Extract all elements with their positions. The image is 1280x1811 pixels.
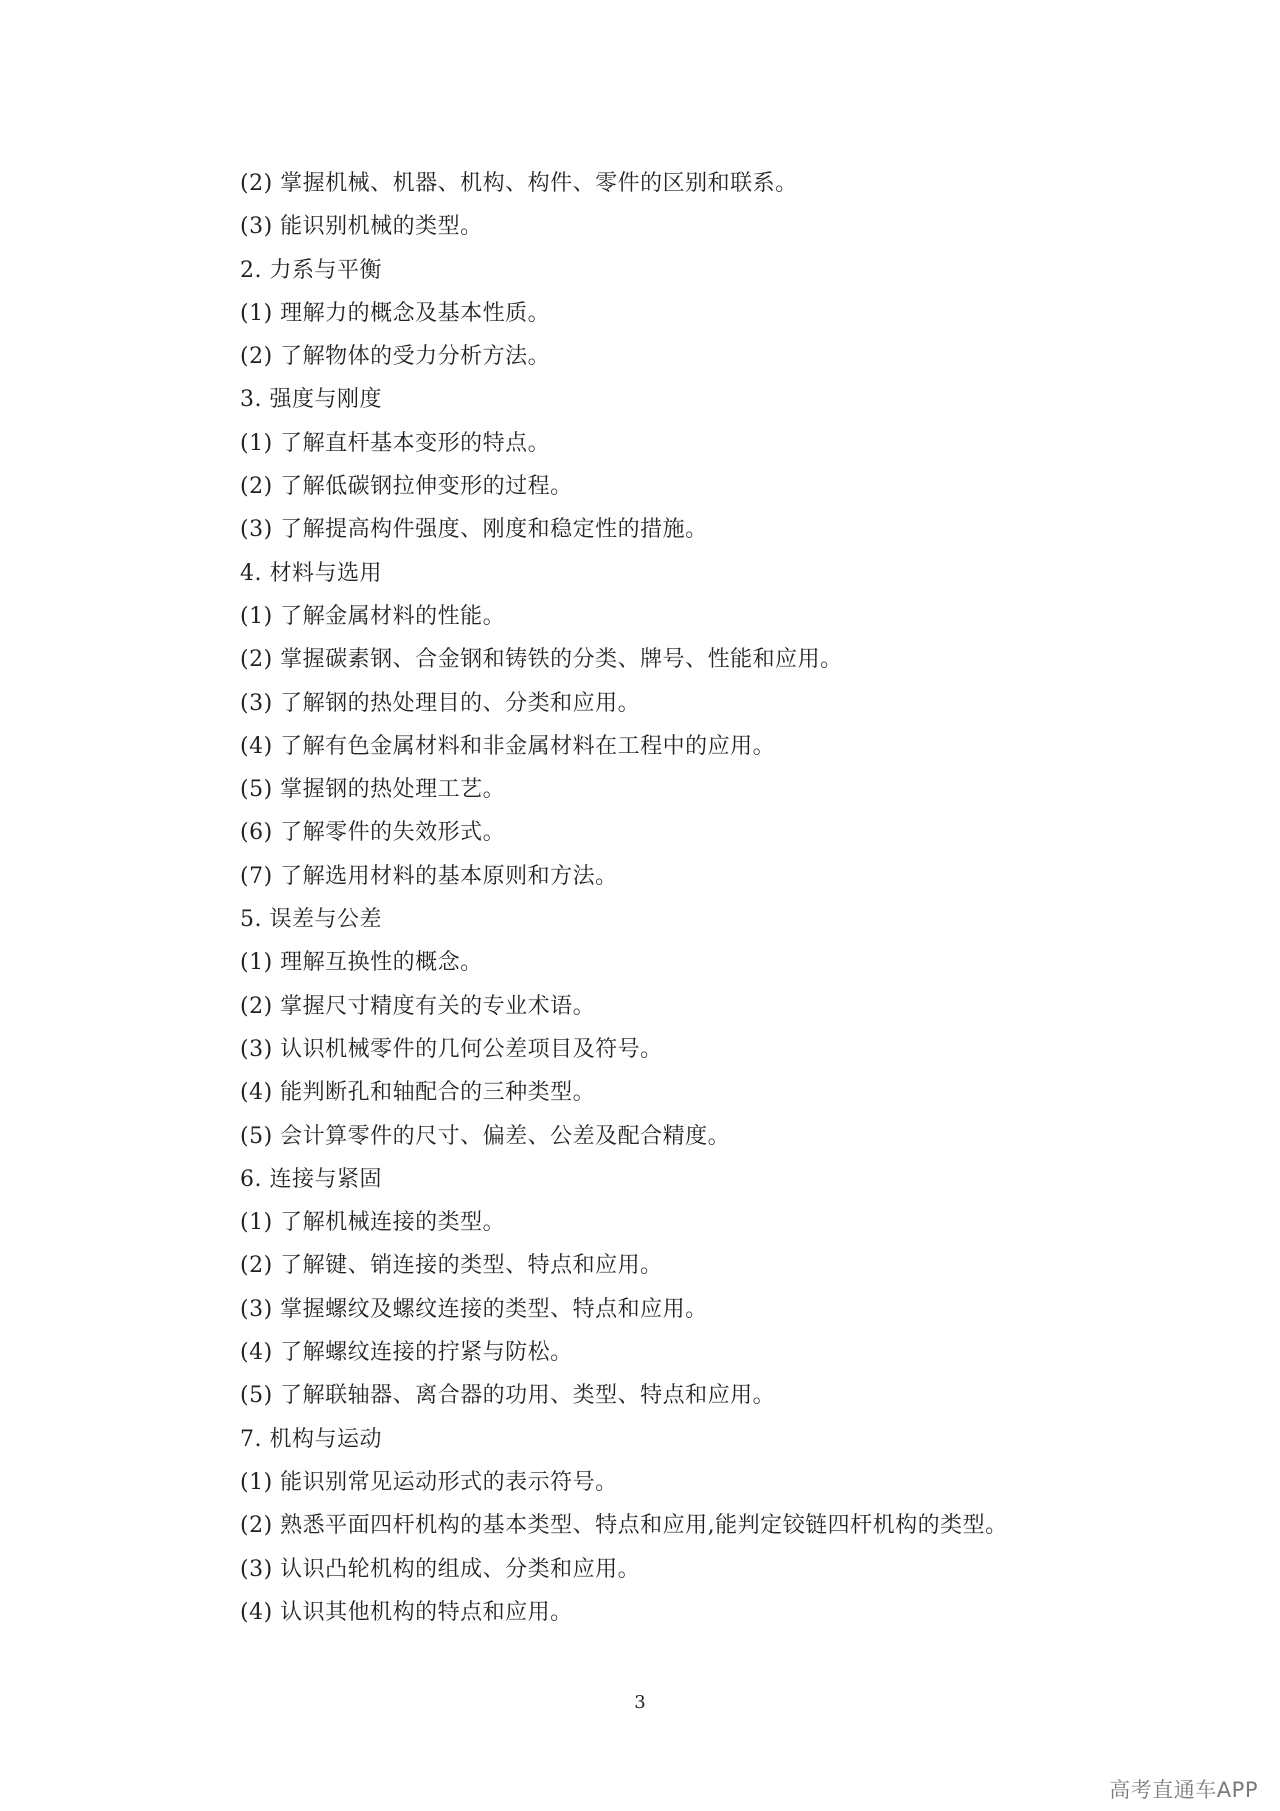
watermark-text: 高考直通车APP — [1109, 1778, 1258, 1802]
list-item: (3) 了解钢的热处理目的、分类和应用。 — [240, 690, 641, 716]
list-item: (6) 了解零件的失效形式。 — [240, 820, 506, 846]
list-item: (3) 了解提高构件强度、刚度和稳定性的措施。 — [240, 517, 708, 543]
section-heading: 5. 误差与公差 — [240, 907, 382, 933]
list-item: (3) 认识凸轮机构的组成、分类和应用。 — [240, 1556, 641, 1582]
section-heading: 7. 机构与运动 — [240, 1426, 382, 1452]
list-item: (5) 了解联轴器、离合器的功用、类型、特点和应用。 — [240, 1383, 776, 1409]
list-item: (4) 了解有色金属材料和非金属材料在工程中的应用。 — [240, 733, 776, 759]
list-item: (2) 了解物体的受力分析方法。 — [240, 344, 551, 370]
list-item: (3) 掌握螺纹及螺纹连接的类型、特点和应用。 — [240, 1296, 708, 1322]
list-item: (1) 理解互换性的概念。 — [240, 950, 483, 976]
section-heading: 2. 力系与平衡 — [240, 257, 382, 283]
list-item: (1) 了解机械连接的类型。 — [240, 1210, 506, 1236]
list-item: (1) 了解直杆基本变形的特点。 — [240, 430, 551, 456]
list-item: (5) 掌握钢的热处理工艺。 — [240, 777, 506, 803]
list-item: (5) 会计算零件的尺寸、偏差、公差及配合精度。 — [240, 1123, 731, 1149]
list-item: (2) 掌握碳素钢、合金钢和铸铁的分类、牌号、性能和应用。 — [240, 647, 843, 673]
list-item: (4) 了解螺纹连接的拧紧与防松。 — [240, 1340, 573, 1366]
list-item: (7) 了解选用材料的基本原则和方法。 — [240, 863, 618, 889]
list-item: (3) 认识机械零件的几何公差项目及符号。 — [240, 1036, 663, 1062]
list-item: (1) 理解力的概念及基本性质。 — [240, 300, 551, 326]
list-item: (2) 熟悉平面四杆机构的基本类型、特点和应用,能判定铰链四杆机构的类型。 — [240, 1513, 1008, 1539]
list-item: (2) 了解键、销连接的类型、特点和应用。 — [240, 1253, 663, 1279]
page-number: 3 — [634, 1692, 646, 1713]
list-item: (1) 了解金属材料的性能。 — [240, 603, 506, 629]
list-item: (2) 了解低碳钢拉伸变形的过程。 — [240, 474, 573, 500]
list-item: (4) 能判断孔和轴配合的三种类型。 — [240, 1080, 596, 1106]
list-item: (3) 能识别机械的类型。 — [240, 214, 483, 240]
list-item: (2) 掌握尺寸精度有关的专业术语。 — [240, 993, 596, 1019]
list-item: (4) 认识其他机构的特点和应用。 — [240, 1599, 573, 1625]
list-item: (1) 能识别常见运动形式的表示符号。 — [240, 1469, 618, 1495]
list-item: (2) 掌握机械、机器、机构、构件、零件的区别和联系。 — [240, 171, 798, 196]
section-heading: 4. 材料与选用 — [240, 560, 382, 586]
section-heading: 6. 连接与紧固 — [240, 1166, 382, 1192]
document-body — [240, 162, 1140, 1634]
section-heading: 3. 强度与刚度 — [240, 387, 382, 413]
